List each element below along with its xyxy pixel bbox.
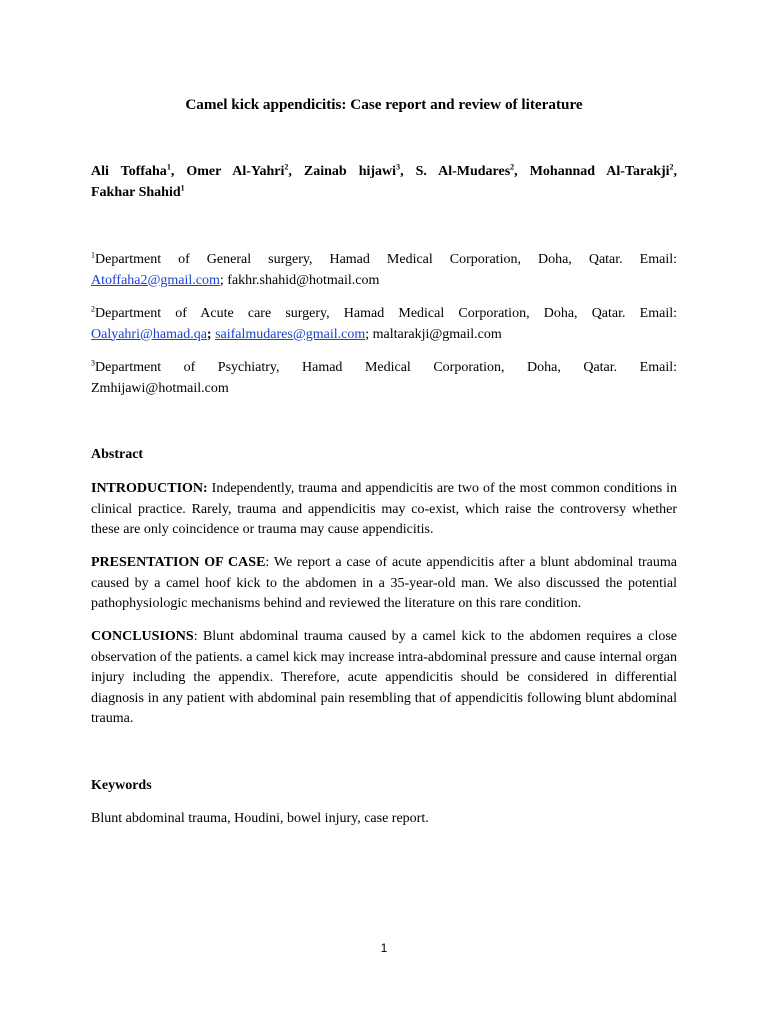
author-name: Fakhar Shahid bbox=[91, 185, 181, 200]
author-affil-mark: 2 bbox=[669, 162, 674, 172]
author-affil-mark: 2 bbox=[510, 162, 515, 172]
author-affil-mark: 3 bbox=[396, 162, 401, 172]
affiliation-text: Department of General surgery, Hamad Medical Corporation, Doha, Qatar. Email: bbox=[95, 252, 677, 267]
affiliation-3 bbox=[91, 358, 677, 399]
author-list: Ali Toffaha$^1$, Omer Al-Yahri$^2$, Zainab hijawi$^3$, S. Al-Mudares$^2$, Mohannad Al-Tarakji$^2$, Fakhar Shahid$^1$ bbox=[91, 162, 678, 200]
author-affil-mark: 1 bbox=[166, 162, 171, 172]
email-separator: ; bbox=[219, 272, 228, 288]
affiliation-mark: 1 bbox=[91, 250, 95, 260]
abstract-heading: Abstract bbox=[91, 447, 144, 462]
email-separator: ; bbox=[206, 326, 216, 342]
author-name: Zainab hijawi bbox=[303, 164, 397, 179]
affiliation-2 bbox=[91, 304, 677, 345]
author-affil-mark: 2 bbox=[284, 162, 289, 172]
email-link[interactable]: Atoffaha2@gmail.com bbox=[91, 272, 220, 288]
section-text: : We report a case of acute appendicitis after a blunt abdominal trauma caused by a camel hoof kick to the abdomen in a 35-year-old man. We also discussed the potential pathophysiologic mechanisms behind and reviewed the literature on this rare condition. bbox=[91, 555, 677, 611]
abstract-presentation bbox=[91, 553, 677, 615]
section-label: PRESENTATION OF CASE bbox=[91, 555, 266, 570]
affiliation-text: Department of Acute care surgery, Hamad Medical Corporation, Doha, Qatar. Email: bbox=[95, 306, 677, 321]
author-name: Omer Al-Yahri bbox=[186, 164, 285, 179]
paper-title: Camel kick appendicitis: Case report and review of literature bbox=[185, 96, 583, 113]
affiliation-1 bbox=[91, 250, 677, 291]
email-text: Zmhijawi@hotmail.com bbox=[91, 380, 229, 396]
affiliation-text: Department of Psychiatry, Hamad Medical Corporation, Doha, Qatar. Email: bbox=[95, 360, 677, 375]
author-name: Ali Toffaha bbox=[91, 164, 167, 179]
email-link[interactable]: Oalyahri@hamad.qa bbox=[91, 326, 207, 342]
section-text: Independently, trauma and appendicitis are two of the most common conditions in clinical practice. Rarely, trauma and appendicitis may co-exist, which raise the controversy whether these are only coincidence or trauma may cause appendicitis. bbox=[91, 481, 677, 537]
author-affil-mark: 1 bbox=[180, 183, 185, 193]
abstract-conclusions bbox=[91, 627, 677, 730]
email-text: fakhr.shahid@hotmail.com bbox=[227, 272, 380, 288]
keywords-heading: Keywords bbox=[91, 778, 152, 793]
author-name: S. Al-Mudares bbox=[415, 164, 511, 179]
email-text: maltarakji@gmail.com bbox=[372, 326, 502, 342]
abstract-introduction bbox=[91, 479, 677, 541]
affiliation-mark: 3 bbox=[91, 358, 95, 368]
section-text: : Blunt abdominal trauma caused by a camel kick to the abdomen requires a close observation of the patients. a camel kick may increase intra-abdominal pressure and cause internal organ injury including the appendix. Therefore, acute appendicitis should be considered in differential diagnosis in any patient with abdominal pain resembling that of appendicitis following blunt abdominal trauma. bbox=[91, 629, 677, 726]
keywords-text: Blunt abdominal trauma, Houdini, bowel injury, case report. bbox=[91, 811, 429, 826]
section-label: CONCLUSIONS bbox=[91, 629, 194, 644]
email-link[interactable]: saifalmudares@gmail.com bbox=[215, 326, 366, 342]
section-label: INTRODUCTION: bbox=[91, 481, 208, 496]
affiliation-mark: 2 bbox=[91, 304, 95, 314]
page-number: 1 bbox=[380, 941, 388, 955]
email-separator: ; bbox=[365, 326, 373, 342]
author-name: Mohannad Al-Tarakji bbox=[529, 164, 670, 179]
